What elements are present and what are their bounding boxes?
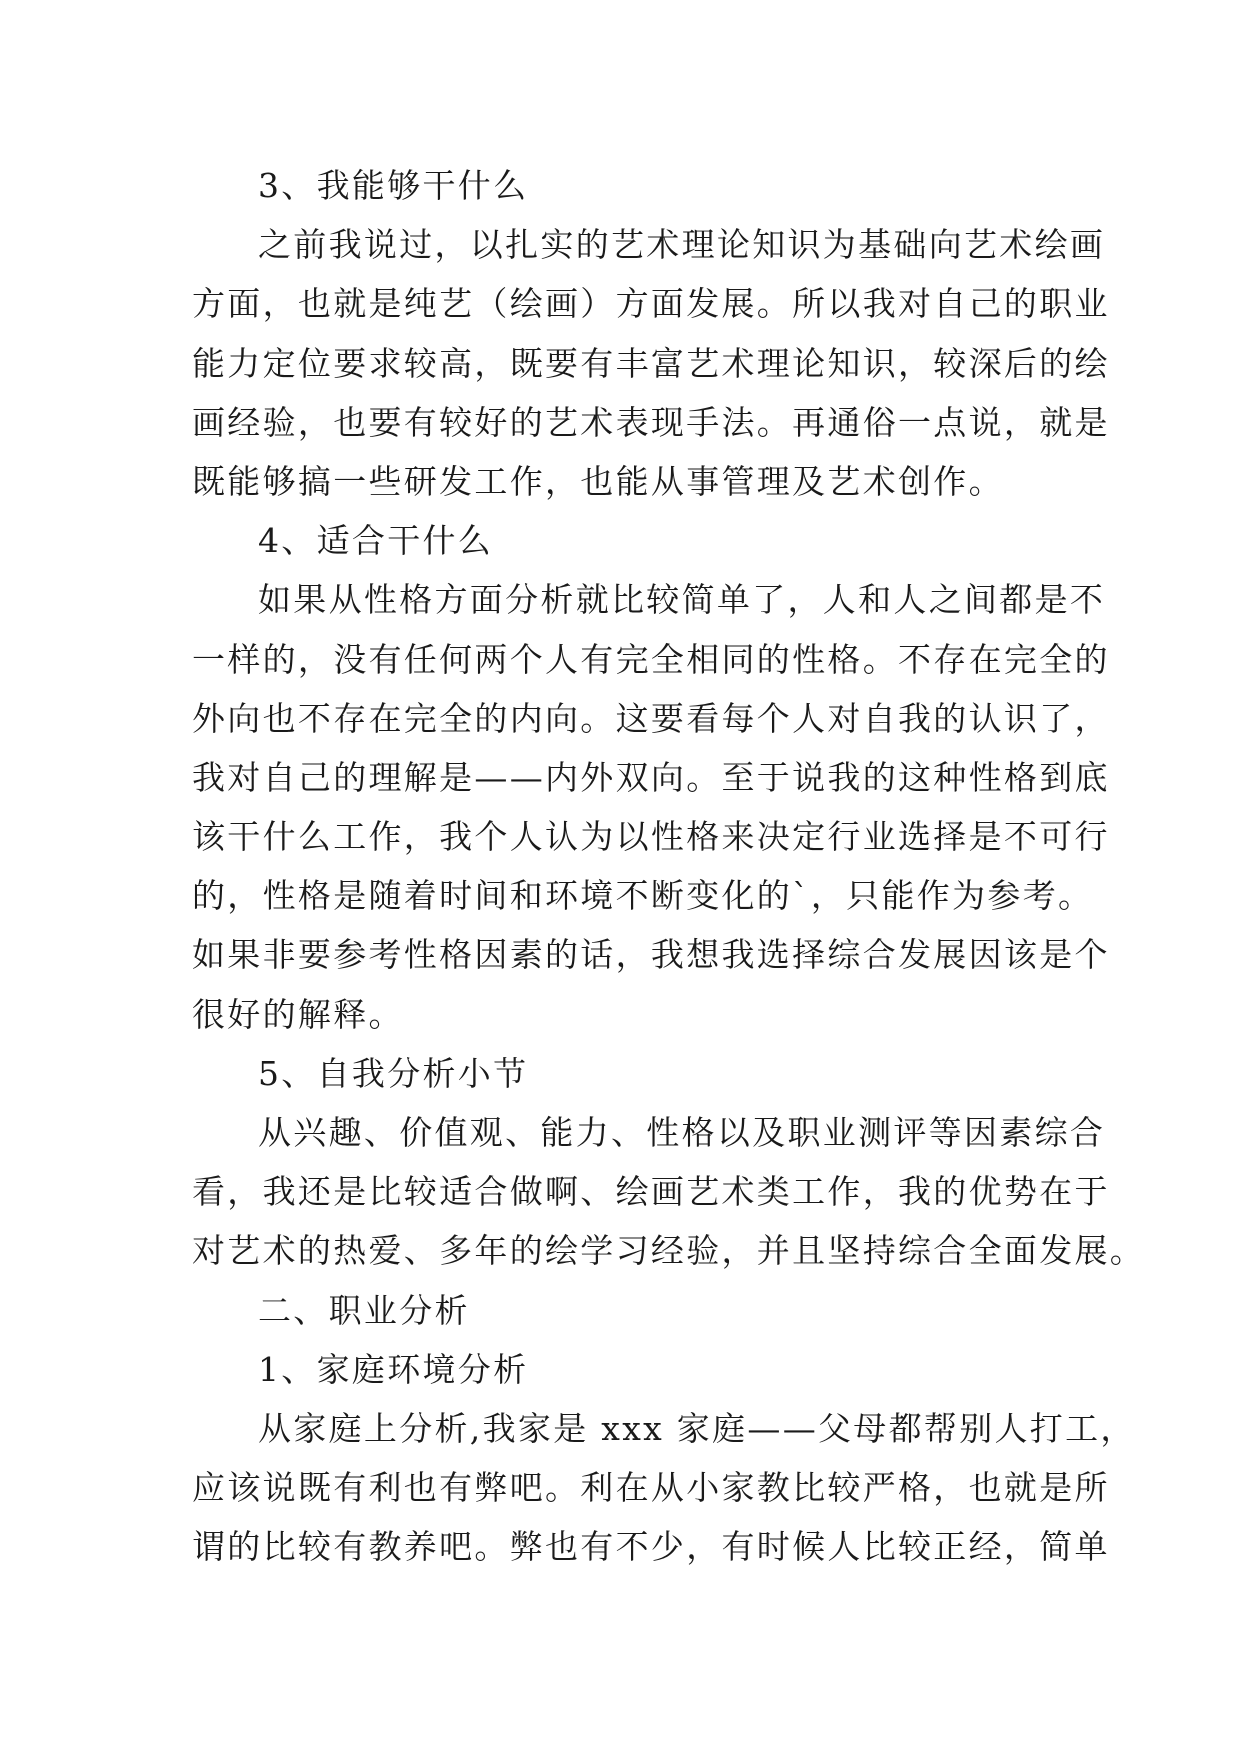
paragraph-line: 谓的比较有教养吧。弊也有不少，有时候人比较正经，简单 <box>192 1527 1110 1567</box>
paragraph-line: 画经验，也要有较好的艺术表现手法。再通俗一点说，就是 <box>192 402 1110 442</box>
paragraph-line: 该干什么工作，我个人认为以性格来决定行业选择是不可行 <box>192 817 1110 857</box>
paragraph-line: 从家庭上分析,我家是 xxx 家庭——父母都帮别人打工， <box>258 1408 1136 1448</box>
heading-career-analysis: 二、职业分析 <box>258 1290 470 1330</box>
paragraph-line: 既能够搞一些研发工作，也能从事管理及艺术创作。 <box>192 461 1004 501</box>
paragraph-line: 看，我还是比较适合做啊、绘画艺术类工作，我的优势在于 <box>192 1172 1110 1212</box>
paragraph-line: 方面，也就是纯艺（绘画）方面发展。所以我对自己的职业 <box>192 284 1110 324</box>
paragraph-line: 能力定位要求较高，既要有丰富艺术理论知识，较深后的绘 <box>192 343 1110 383</box>
paragraph-line: 一样的，没有任何两个人有完全相同的性格。不存在完全的 <box>192 639 1110 679</box>
heading-self-analysis-summary: 5、自我分析小节 <box>258 1053 529 1093</box>
heading-what-can-i-do: 3、我能够干什么 <box>258 166 529 205</box>
paragraph-line: 之前我说过，以扎实的艺术理论知识为基础向艺术绘画 <box>258 225 1106 265</box>
paragraph-line: 的，性格是随着时间和环境不断变化的`，只能作为参考。 <box>192 876 1094 916</box>
paragraph-line: 很好的解释。 <box>192 994 404 1034</box>
paragraph-line: 我对自己的理解是——内外双向。至于说我的这种性格到底 <box>192 757 1110 797</box>
paragraph-line: 应该说既有利也有弊吧。利在从小家教比较严格，也就是所 <box>192 1468 1110 1508</box>
paragraph-line: 如果从性格方面分析就比较简单了，人和人之间都是不 <box>258 580 1106 620</box>
paragraph-line: 对艺术的热爱、多年的绘学习经验，并且坚持综合全面发展。 <box>192 1231 1146 1271</box>
heading-family-environment: 1、家庭环境分析 <box>258 1349 529 1389</box>
heading-what-suits-me: 4、适合干什么 <box>258 521 494 561</box>
paragraph-line: 外向也不存在完全的内向。这要看每个人对自我的认识了， <box>192 698 1110 738</box>
paragraph-line: 从兴趣、价值观、能力、性格以及职业测评等因素综合 <box>258 1113 1106 1152</box>
document-body <box>192 156 1146 1577</box>
paragraph-line: 如果非要参考性格因素的话，我想我选择综合发展因该是个 <box>192 935 1110 975</box>
